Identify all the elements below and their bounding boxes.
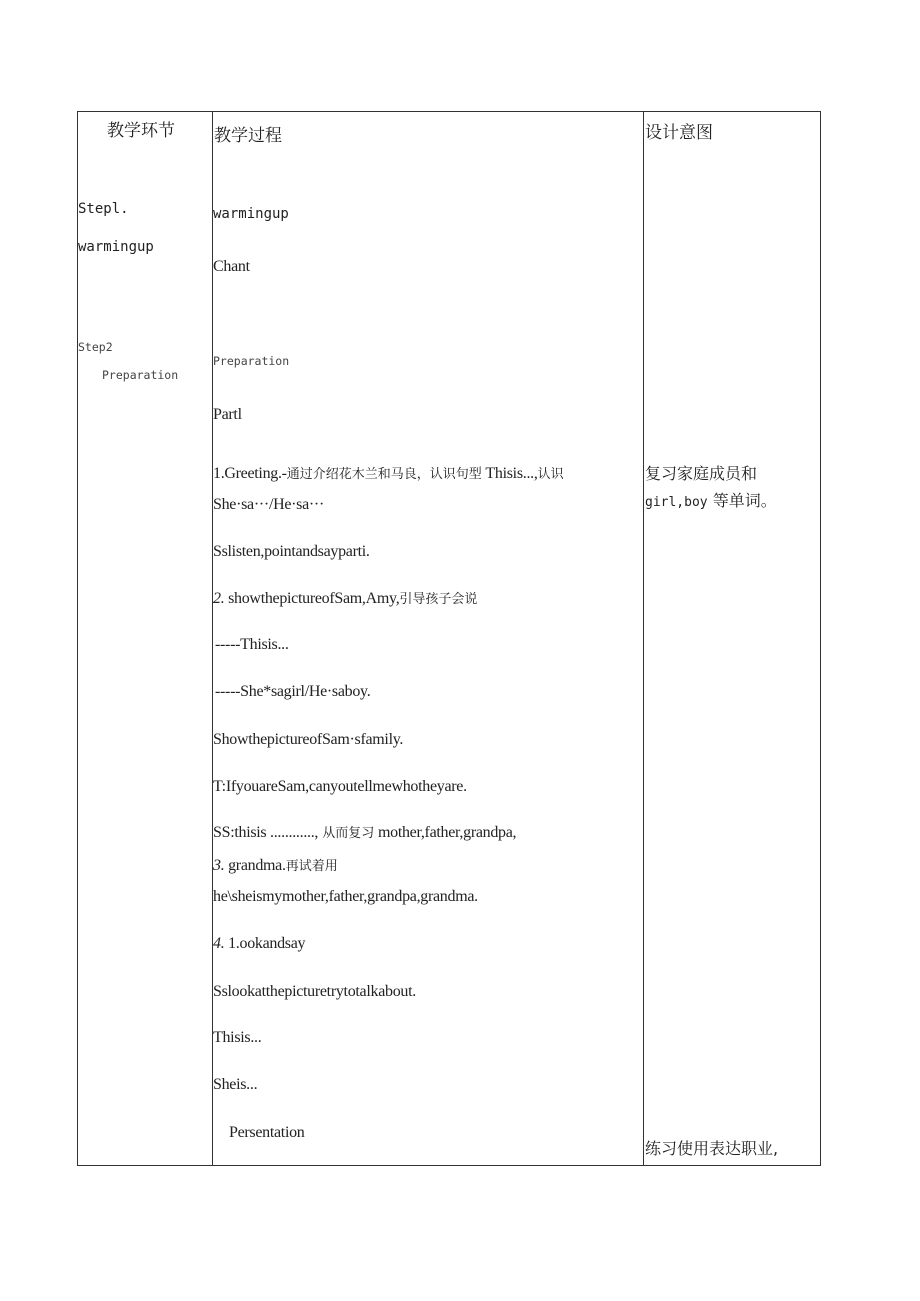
gm-a: grandma. [224,857,286,874]
process-family: ShowthepictureofSam·sfamily. [213,731,404,748]
intent-review-b2: 等单词。 [707,491,777,510]
process-warmingup: warmingup [213,206,289,222]
look-line [213,935,305,953]
header-intent: 设计意图 [645,123,713,143]
process-preparation: Preparation [213,354,290,368]
grandma-line [213,855,338,875]
process-listen: Sslisten,pointandsayparti. [213,543,370,560]
column-divider [643,112,644,1165]
gm-b: 再试着用 [285,859,338,874]
process-presentation: Persentation [229,1124,305,1141]
look-num: 4. [213,935,225,952]
show-b: 引导孩子会说 [399,592,478,607]
process-chant: Chant [213,258,250,275]
look-a: 1.ookandsay [224,935,306,952]
process-she-girl: -----She*sagirl/He·saboy. [215,683,371,700]
intent-practice: 练习使用表达职业, [645,1139,779,1158]
process-thisis-dash: -----Thisis... [215,636,289,653]
ss-line [213,822,516,842]
step2-name: Preparation [102,368,179,382]
process-thisis2: Thisis... [213,1029,262,1046]
greeting-c: Thisis..., [481,465,538,482]
process-sheis: Sheis... [213,1076,258,1093]
intent-review-a: 复习家庭成员和 [645,464,758,483]
greeting-line [213,463,564,483]
greeting-line2: She·sa···/He·sa··· [213,496,324,513]
lesson-table [77,111,821,1166]
greeting-b: 通过介绍花木兰和马良，认识句型 [286,467,482,482]
ss-a: SS:thisis ............, [213,824,319,841]
step1-title: Stepl. [78,201,129,217]
step1-name: warmingup [78,239,154,255]
ss-c: mother,father,grandpa, [374,824,517,841]
process-part1: Partl [213,406,242,423]
step2-title: Step2 [78,340,113,354]
intent-review-line2 [645,488,777,511]
process-ifyou: T:IfyouareSam,canyoutellmewhotheyare. [213,778,467,795]
show-num: 2. [213,590,225,607]
intent-review-b1: girl,boy [645,495,708,510]
ss-b: 从而复习 [318,826,375,841]
process-sslook: Sslookatthepicturetrytotalkabout. [213,983,416,1000]
show-a: showthepictureofSam,Amy, [224,590,400,607]
greeting-a: 1.Greeting.- [213,465,287,482]
header-process: 教学过程 [214,126,282,146]
greeting-d: 认识 [537,467,564,482]
show-line [213,588,477,608]
header-step: 教学环节 [107,121,175,141]
process-heshe: he\sheismymother,father,grandpa,grandma. [213,888,478,905]
gm-num: 3. [213,857,225,874]
